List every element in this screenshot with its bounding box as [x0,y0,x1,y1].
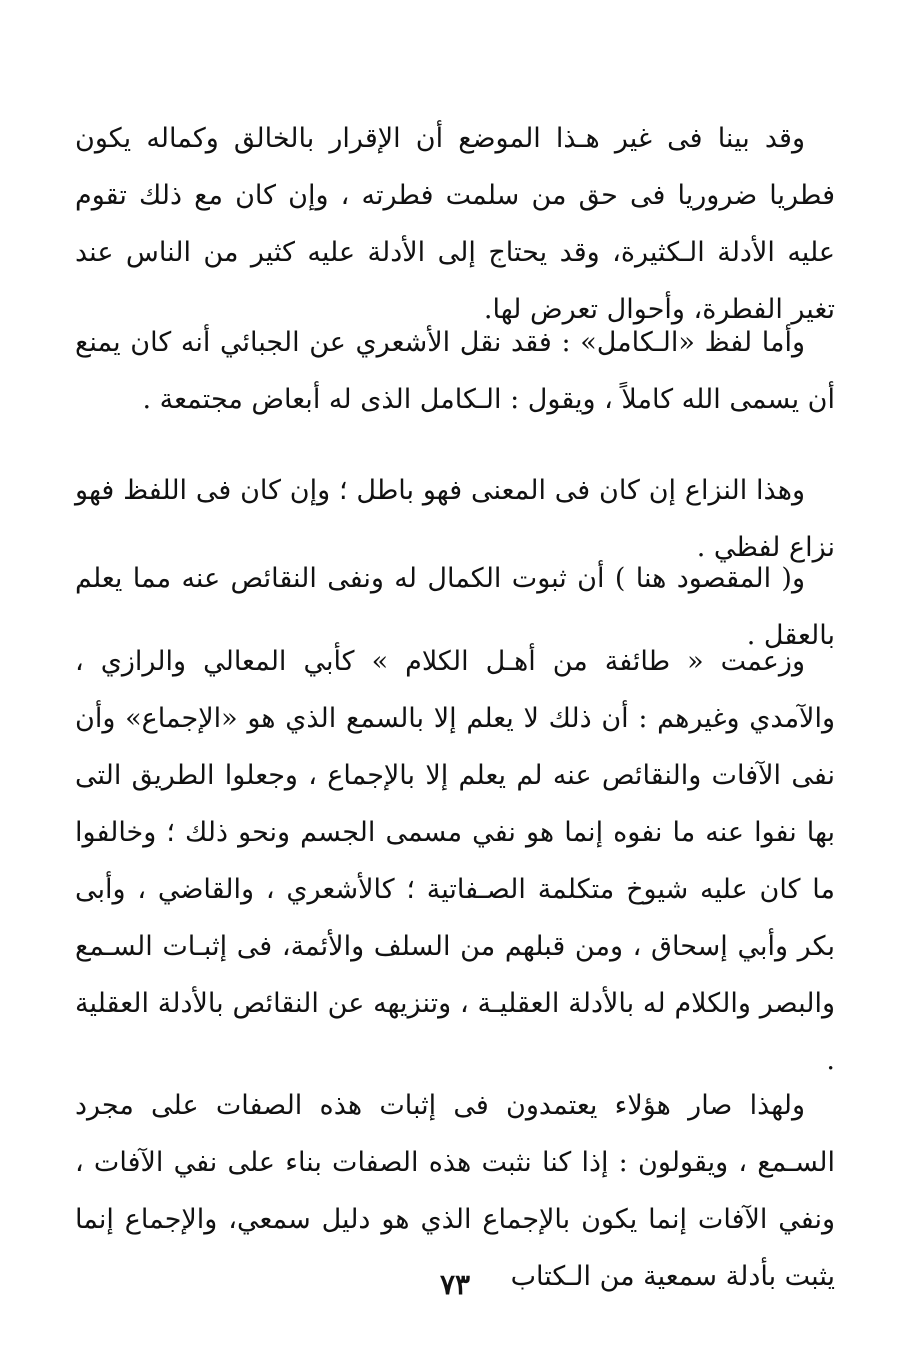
paragraph-intended-point: و( المقصود هنا ) أن ثبوت الكمال له ونفى النقائص عنه مما يعلم بالعقل . [75,563,835,651]
paragraph-innate-knowledge: وقد بينا فى غير هـذا الموضع أن الإقرار بالخالق وكماله يكون فطريا ضروريا فى حق من سلمت فطرته ، وإن كان مع ذلك تقوم عليه الأدلة الـكثيرة، وقد يحتاج إلى الأدلة عليه كثير من الناس عند تغير الفطرة، وأحوال تعرض لها. [75,123,835,325]
paragraph-reliance-on-revelation: ولهذا صار هؤلاء يعتمدون فى إثبات هذه الصفات على مجرد السـمع ، ويقولون : إذا كنا نثبت هذه الصفات بناء على نفي الآفات ، ونفي الآفات إنما يكون بالإجماع الذي هو دليل سمعي، والإجماع إنما يثبت بأدلة سمعية من الـكتاب [75,1090,835,1292]
page-number: ٧٣ [439,1268,471,1301]
paragraph-word-kamil: وأما لفظ «الـكامل» : فقد نقل الأشعري عن الجبائي أنه كان يمنع أن يسمى الله كاملاً ، ويقول : الـكامل الذى له أبعاض مجتمعة . [75,327,835,415]
paragraph-dispute: وهذا النزاع إن كان فى المعنى فهو باطل ؛ وإن كان فى اللفظ فهو نزاع لفظي . [75,475,835,563]
paragraph-kalam-group-claim: وزعمت « طائفة من أهـل الكلام » كأبي المعالي والرازي ، والآمدي وغيرهم : أن ذلك لا يعلم إلا بالسمع الذي هو «الإجماع» وأن نفى الآفات والنقائص عنه لم يعلم إلا بالإجماع ، وجعلوا الطريق التى بها نفوا عنه ما نفوه إنما هو نفي مسمى الجسم ونحو ذلك ؛ وخالفوا ما كان عليه شيوخ متكلمة الصـفاتية ؛ كالأشعري ، والقاضي ، وأبى بكر وأبي إسحاق ، ومن قبلهم من السلف والأئمة، فى إثبـات السـمع والبصر والكلام له بالأدلة العقليـة ، وتنزيهه عن النقائص بالأدلة العقلية . [75,646,835,1076]
